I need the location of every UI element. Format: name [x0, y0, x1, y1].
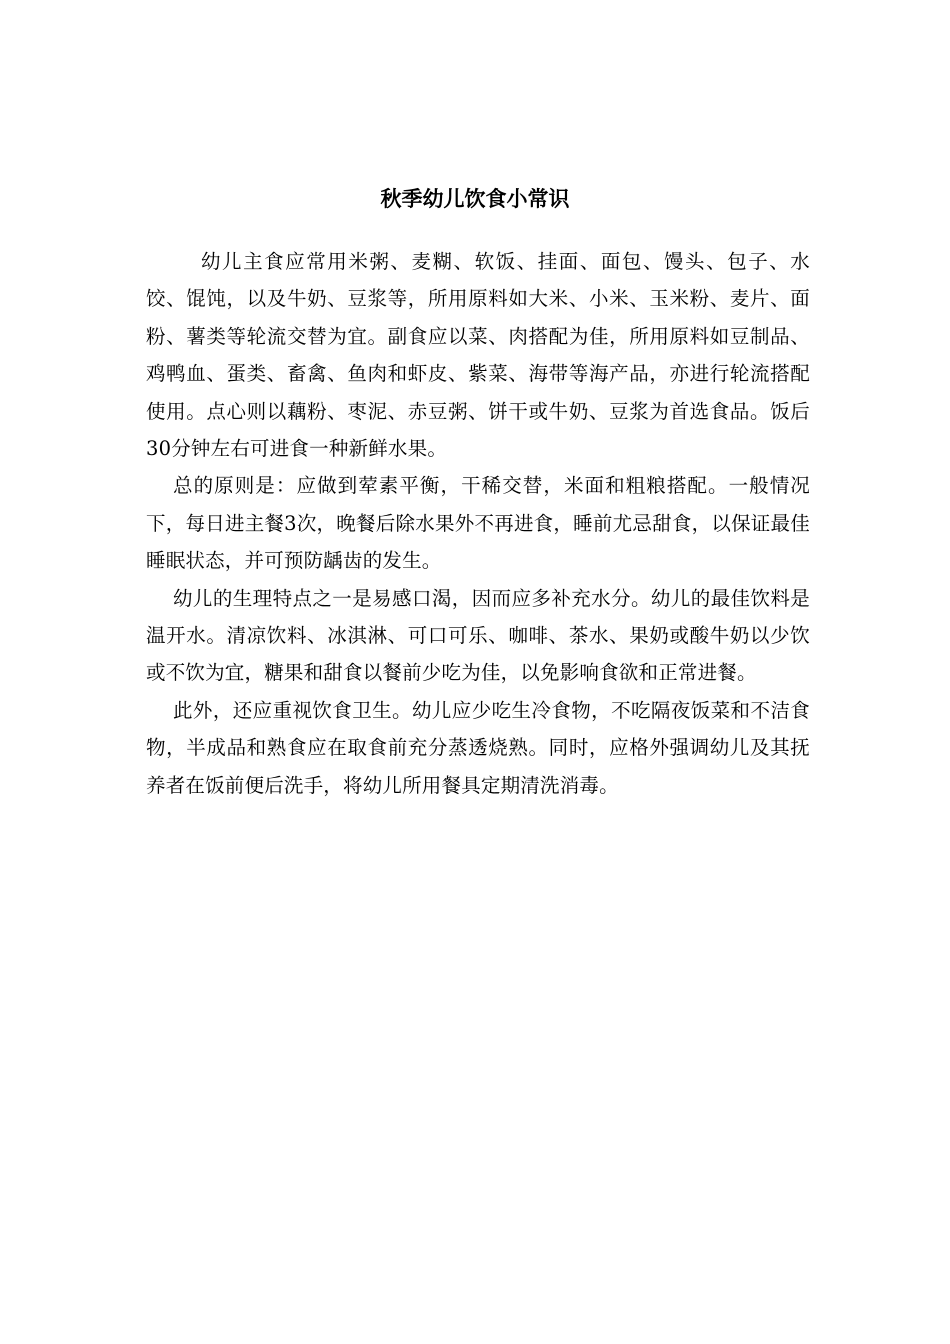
paragraph-hydration: 幼儿的生理特点之一是易感口渴，因而应多补充水分。幼儿的最佳饮料是温开水。清凉饮料、冰淇淋、可口可乐、咖啡、茶水、果奶或酸牛奶以少饮或不饮为宜，糖果和甜食以餐前少吃为佳，以免影响食欲和正常进餐。	[146, 586, 810, 685]
paragraph-general-principle: 总的原则是：应做到荤素平衡，干稀交替，米面和粗粮搭配。一般情况下，每日进主餐3次，晚餐后除水果外不再进食，睡前尤忌甜食，以保证最佳睡眠状态，并可预防龋齿的发生。	[146, 474, 810, 573]
paragraph-food-hygiene: 此外，还应重视饮食卫生。幼儿应少吃生冷食物，不吃隔夜饭菜和不洁食物，半成品和熟食应在取食前充分蒸透烧熟。同时，应格外强调幼儿及其抚养者在饭前便后洗手，将幼儿所用餐具定期清洗消毒。	[146, 698, 810, 797]
paragraph-staple-foods: 幼儿主食应常用米粥、麦糊、软饭、挂面、面包、馒头、包子、水饺、馄饨，以及牛奶、豆浆等，所用原料如大米、小米、玉米粉、麦片、面粉、薯类等轮流交替为宜。副食应以菜、肉搭配为佳，所用原料如豆制品、鸡鸭血、蛋类、畜禽、鱼肉和虾皮、紫菜、海带等海产品，亦进行轮流搭配使用。点心则以藕粉、枣泥、赤豆粥、饼干或牛奶、豆浆为首选食品。饭后30分钟左右可进食一种新鲜水果。	[146, 250, 810, 461]
document-title: 秋季幼儿饮食小常识	[380, 186, 570, 211]
document-body	[146, 243, 810, 804]
